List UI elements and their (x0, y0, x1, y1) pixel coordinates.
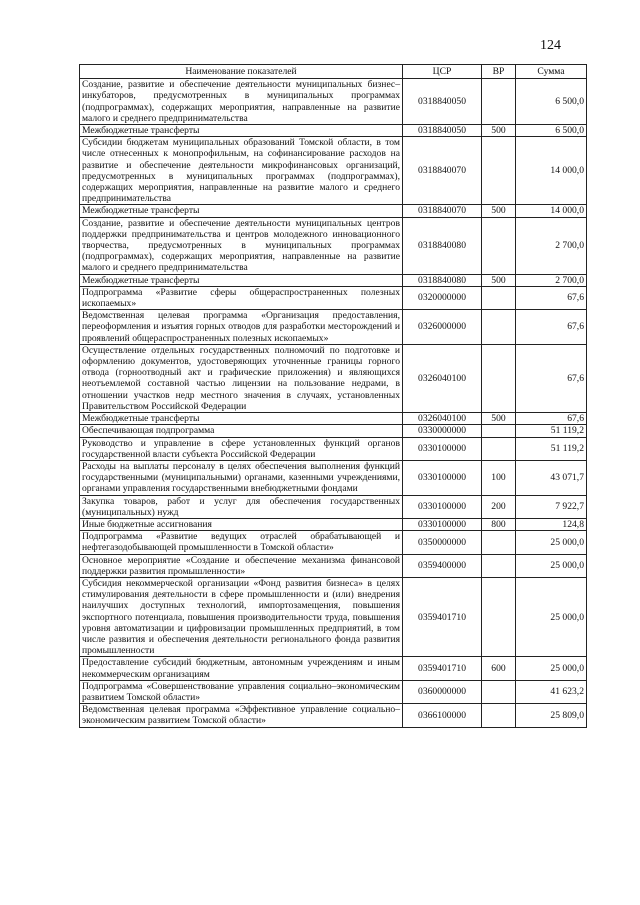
cell-sum: 41 623,2 (516, 680, 587, 703)
cell-vr: 500 (482, 413, 516, 425)
table-row (80, 79, 587, 125)
cell-name: Обеспечивающая подпрограмма (80, 425, 403, 437)
cell-name: Подпрограмма «Развитие сферы общераспространенных полезных ископаемых» (80, 286, 403, 309)
table-row (80, 657, 587, 680)
cell-sum: 124,8 (516, 518, 587, 530)
cell-vr: 100 (482, 460, 516, 495)
cell-sum: 25 000,0 (516, 531, 587, 554)
cell-vr (482, 704, 516, 727)
cell-sum: 67,6 (516, 286, 587, 309)
header-vr: ВР (482, 65, 516, 79)
cell-name: Осуществление отдельных государственных полномочий по подготовке и оформлению документов, удостоверяющих уточненные границы горного отвода (горноотводный акт и графические приложения) и являющихся неотъемлемой составной частью лицензии на пользование недрами, в отношении участков недр местного значения в случаях, установленных Правительством Российской Федерации (80, 344, 403, 412)
cell-name: Ведомственная целевая программа «Эффективное управление социально–экономическим развитием Томской области» (80, 704, 403, 727)
cell-sum: 67,6 (516, 310, 587, 345)
cell-csr: 0318840050 (403, 79, 482, 125)
table-row (80, 274, 587, 286)
cell-csr: 0326000000 (403, 310, 482, 345)
cell-csr: 0330000000 (403, 425, 482, 437)
cell-sum: 6 500,0 (516, 79, 587, 125)
header-name: Наименование показателей (80, 65, 403, 79)
cell-sum: 25 000,0 (516, 554, 587, 577)
cell-csr: 0330100000 (403, 437, 482, 460)
cell-csr: 0330100000 (403, 460, 482, 495)
cell-sum: 43 071,7 (516, 460, 587, 495)
cell-sum: 14 000,0 (516, 137, 587, 205)
cell-sum: 14 000,0 (516, 205, 587, 217)
cell-name: Межбюджетные трансферты (80, 274, 403, 286)
table-header-row (80, 65, 587, 79)
cell-sum: 51 119,2 (516, 425, 587, 437)
table-row (80, 704, 587, 727)
cell-vr: 500 (482, 205, 516, 217)
cell-vr: 600 (482, 657, 516, 680)
cell-name: Субсидия некоммерческой организации «Фонд развития бизнеса» в целях стимулирования деятельности в сфере промышленности и (или) внедрения наилучших доступных технологий, импортозамещения, повышения экспортного потенциала, повышения производительности труда, повышения уровня автоматизации и цифровизации промышленных предприятий, в том числе развития и обеспечения деятельности регионального фонда развития промышленности (80, 577, 403, 656)
table-row (80, 437, 587, 460)
cell-name: Закупка товаров, работ и услуг для обеспечения государственных (муниципальных) нужд (80, 495, 403, 518)
cell-sum: 25 000,0 (516, 577, 587, 656)
cell-name: Подпрограмма «Совершенствование управления социально–экономическим развитием Томской области» (80, 680, 403, 703)
cell-name: Ведомственная целевая программа «Организация предоставления, переоформления и изъятия горных отводов для разработки месторождений и проявлений общераспространенных полезных ископаемых» (80, 310, 403, 345)
cell-name: Расходы на выплаты персоналу в целях обеспечения выполнения функций государственными (муниципальными) органами, казенными учреждениями, органами управления государственными внебюджетными фондами (80, 460, 403, 495)
cell-csr: 0366100000 (403, 704, 482, 727)
cell-vr (482, 344, 516, 412)
cell-name: Межбюджетные трансферты (80, 125, 403, 137)
cell-sum: 67,6 (516, 344, 587, 412)
table-row (80, 137, 587, 205)
cell-vr: 800 (482, 518, 516, 530)
cell-name: Субсидии бюджетам муниципальных образований Томской области, в том числе отнесенных к монопрофильным, на софинансирование расходов на развитие и обеспечение деятельности микрофинансовых организаций, предусмотренных в муниципальных программах (подпрограммах), содержащих мероприятия, направленные на развитие малого и среднего предпринимательства (80, 137, 403, 205)
cell-sum: 6 500,0 (516, 125, 587, 137)
table-row (80, 531, 587, 554)
table-row (80, 518, 587, 530)
cell-vr: 500 (482, 274, 516, 286)
cell-sum: 25 809,0 (516, 704, 587, 727)
cell-vr (482, 437, 516, 460)
cell-sum: 51 119,2 (516, 437, 587, 460)
cell-csr: 0318840080 (403, 274, 482, 286)
cell-name: Руководство и управление в сфере установленных функций органов государственной власти субъекта Российской Федерации (80, 437, 403, 460)
cell-csr: 0326040100 (403, 413, 482, 425)
cell-vr (482, 531, 516, 554)
page-number: 124 (540, 38, 561, 53)
cell-csr: 0326040100 (403, 344, 482, 412)
table-row (80, 680, 587, 703)
cell-csr: 0359401710 (403, 577, 482, 656)
cell-vr: 500 (482, 125, 516, 137)
cell-csr: 0318840050 (403, 125, 482, 137)
cell-vr (482, 425, 516, 437)
table-row (80, 495, 587, 518)
cell-csr: 0359400000 (403, 554, 482, 577)
header-sum: Сумма (516, 65, 587, 79)
cell-vr (482, 680, 516, 703)
cell-name: Создание, развитие и обеспечение деятельности муниципальных бизнес–инкубаторов, предусмотренных в муниципальных программах (подпрограммах), содержащих мероприятия, направленные на развитие малого и среднего предпринимательства (80, 79, 403, 125)
cell-vr: 200 (482, 495, 516, 518)
cell-csr: 0360000000 (403, 680, 482, 703)
table-row (80, 344, 587, 412)
cell-sum: 25 000,0 (516, 657, 587, 680)
cell-name: Предоставление субсидий бюджетным, автономным учреждениям и иным некоммерческим организациям (80, 657, 403, 680)
cell-csr: 0318840070 (403, 137, 482, 205)
cell-name: Иные бюджетные ассигнования (80, 518, 403, 530)
table-row (80, 554, 587, 577)
cell-vr (482, 79, 516, 125)
cell-csr: 0330100000 (403, 518, 482, 530)
cell-csr: 0318840070 (403, 205, 482, 217)
cell-name: Межбюджетные трансферты (80, 205, 403, 217)
cell-csr: 0330100000 (403, 495, 482, 518)
table-row (80, 310, 587, 345)
table-row (80, 413, 587, 425)
cell-csr: 0359401710 (403, 657, 482, 680)
cell-vr (482, 137, 516, 205)
cell-csr: 0350000000 (403, 531, 482, 554)
cell-sum: 7 922,7 (516, 495, 587, 518)
table-row (80, 205, 587, 217)
cell-sum: 67,6 (516, 413, 587, 425)
table-row (80, 460, 587, 495)
table-body (80, 79, 587, 727)
table-row (80, 125, 587, 137)
cell-sum: 2 700,0 (516, 217, 587, 274)
cell-vr (482, 554, 516, 577)
cell-name: Подпрограмма «Развитие ведущих отраслей обрабатывающей и нефтегазодобывающей промышленности в Томской области» (80, 531, 403, 554)
cell-name: Межбюджетные трансферты (80, 413, 403, 425)
cell-sum: 2 700,0 (516, 274, 587, 286)
cell-vr (482, 217, 516, 274)
table-row (80, 217, 587, 274)
cell-vr (482, 310, 516, 345)
table-row (80, 286, 587, 309)
cell-vr (482, 286, 516, 309)
cell-name: Основное мероприятие «Создание и обеспечение механизма финансовой поддержки развития промышленности» (80, 554, 403, 577)
budget-table (79, 64, 587, 728)
cell-csr: 0318840080 (403, 217, 482, 274)
cell-csr: 0320000000 (403, 286, 482, 309)
table-row (80, 425, 587, 437)
header-csr: ЦСР (403, 65, 482, 79)
cell-name: Создание, развитие и обеспечение деятельности муниципальных центров поддержки предпринимательства и центров молодежного инновационного творчества, предусмотренных в муниципальных программах (подпрограммах), содержащих мероприятия, направленные на развитие малого и среднего предпринимательства (80, 217, 403, 274)
table-row (80, 577, 587, 656)
cell-vr (482, 577, 516, 656)
